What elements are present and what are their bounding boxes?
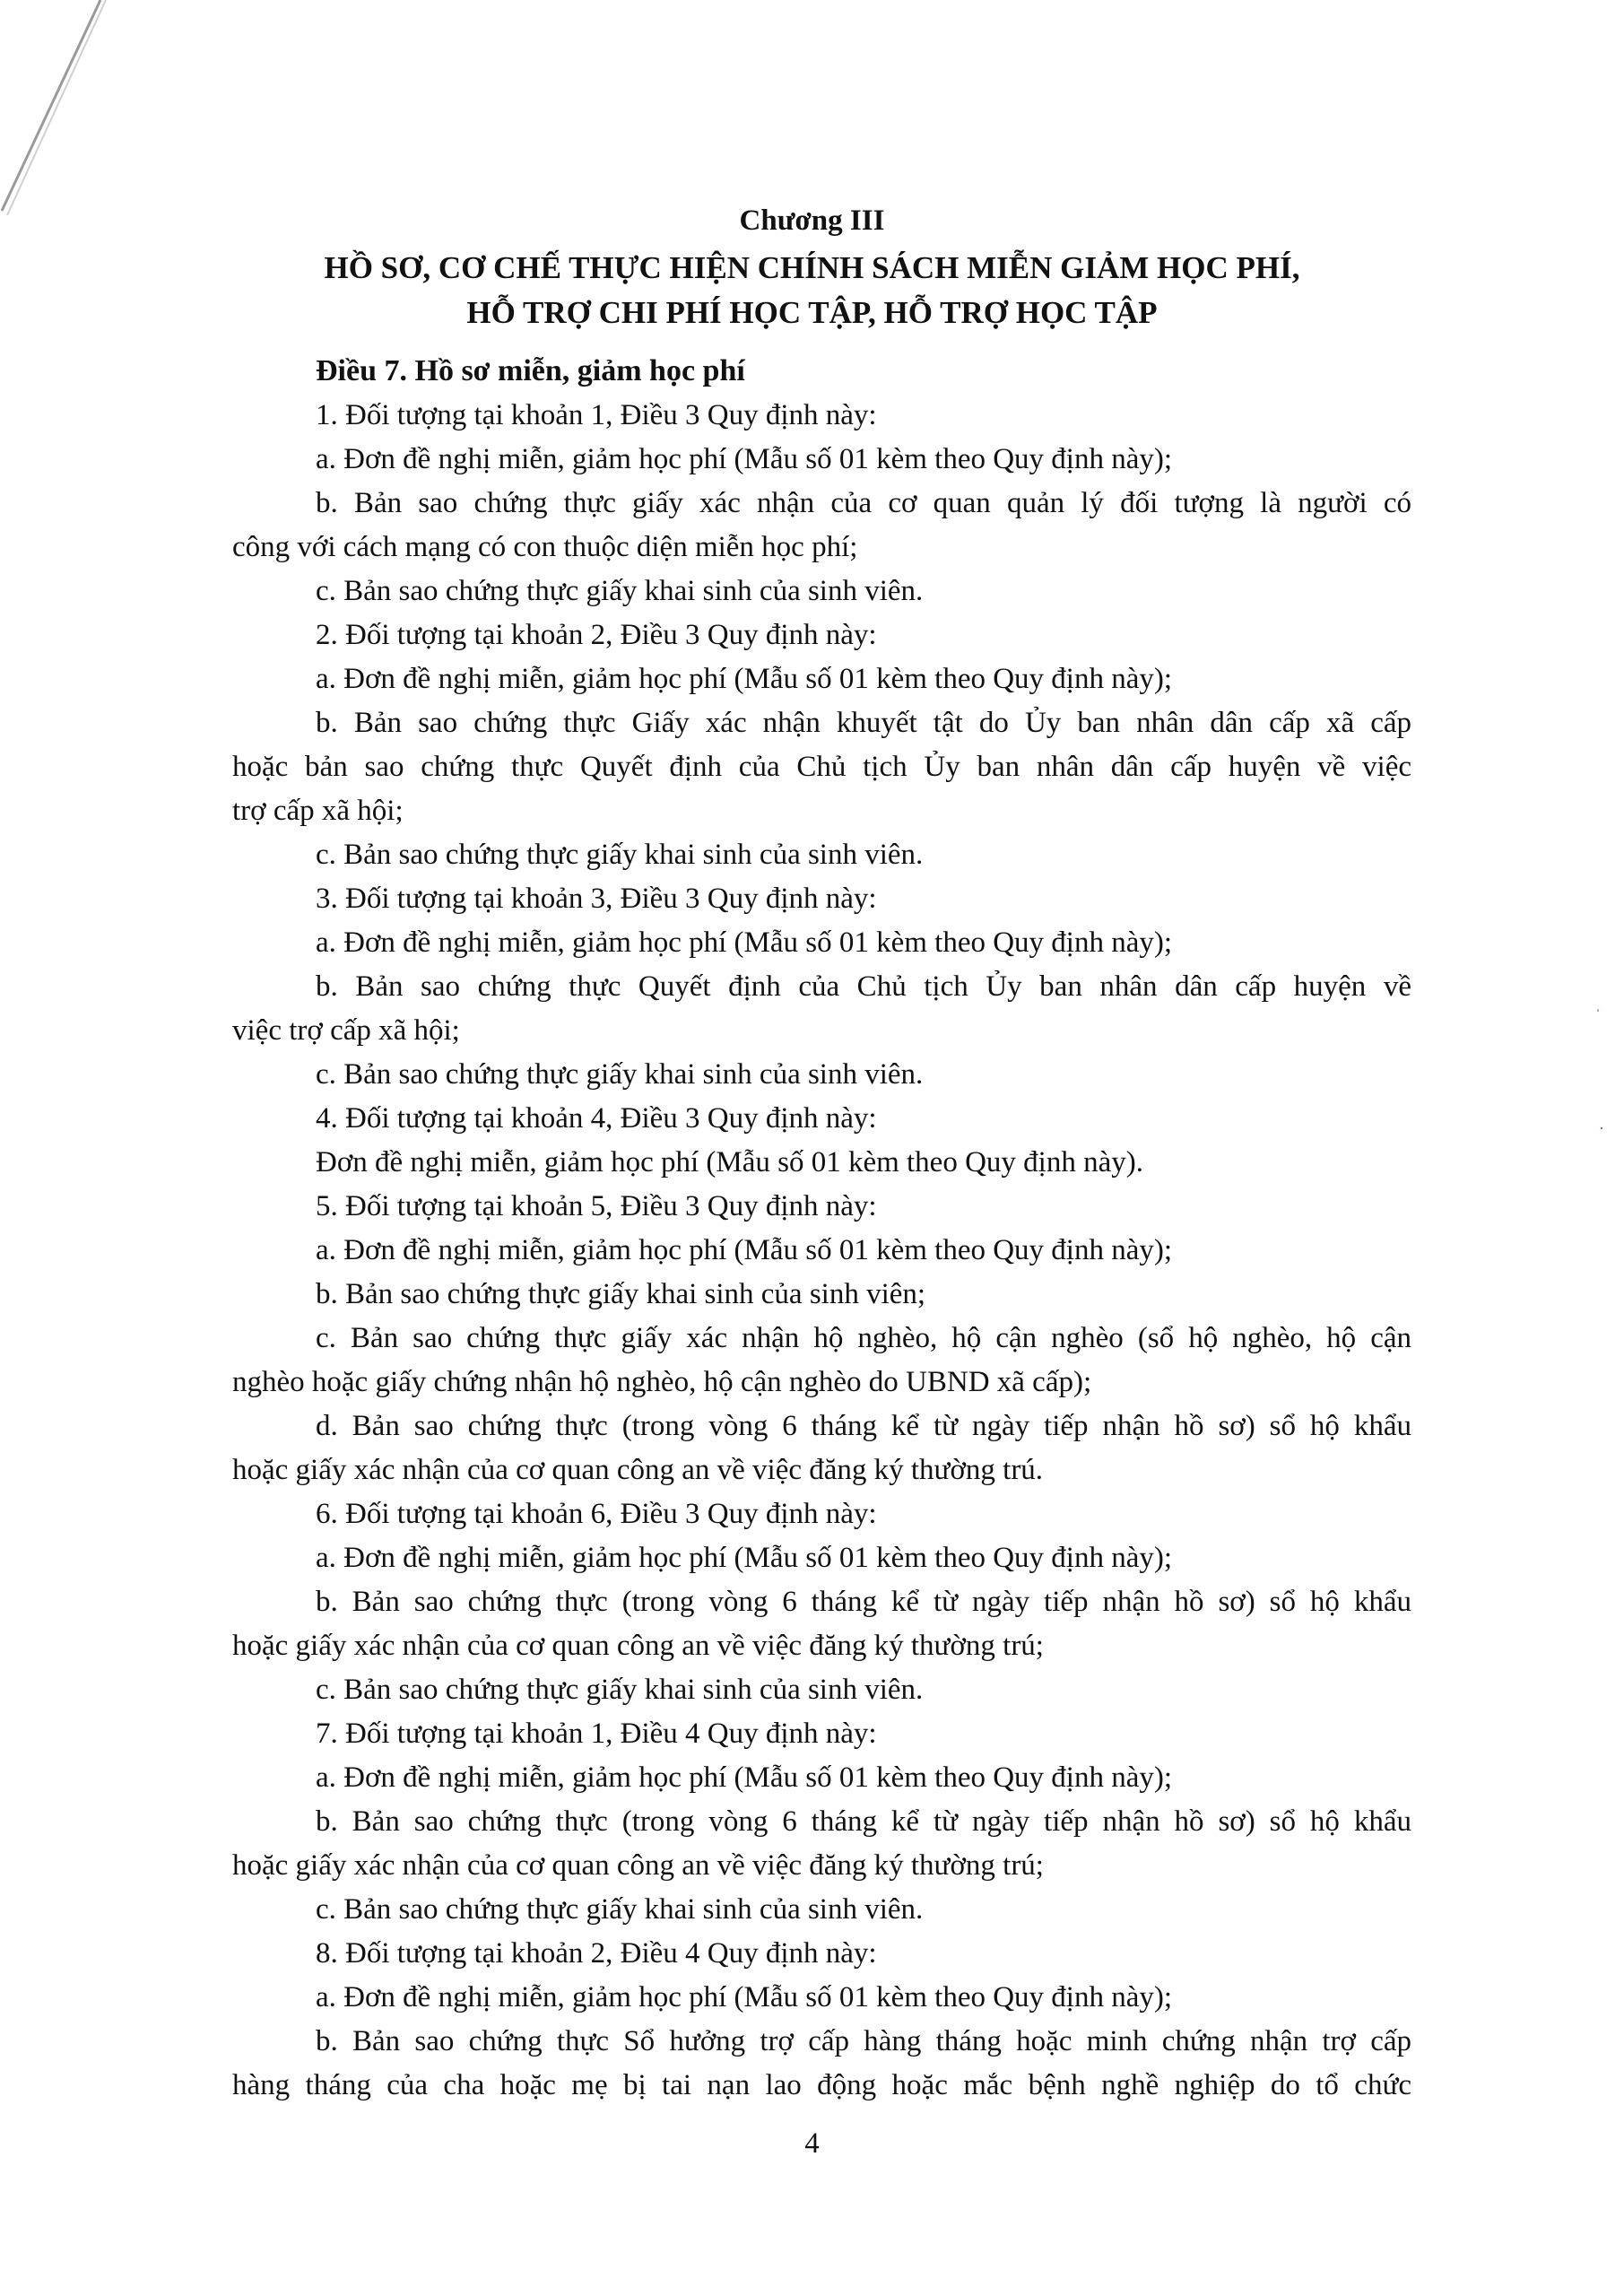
margin-speck: ˌ — [1595, 994, 1601, 1012]
list-item: 1. Đối tượng tại khoản 1, Điều 3 Quy định này: — [316, 399, 877, 431]
list-item: hàng tháng của cha hoặc mẹ bị tai nạn lao động hoặc mắc bệnh nghề nghiệp do tổ chức — [232, 2069, 1411, 2101]
list-item: 5. Đối tượng tại khoản 5, Điều 3 Quy định này: — [316, 1190, 877, 1222]
list-item: a. Đơn đề nghị miễn, giảm học phí (Mẫu số 01 kèm theo Quy định này); — [316, 443, 1173, 475]
list-item: Đơn đề nghị miễn, giảm học phí (Mẫu số 01 kèm theo Quy định này). — [316, 1146, 1143, 1178]
list-item: b. Bản sao chứng thực Sổ hưởng trợ cấp hàng tháng hoặc minh chứng nhận trợ cấp — [316, 2025, 1411, 2057]
list-item: c. Bản sao chứng thực giấy khai sinh của sinh viên. — [316, 1674, 924, 1706]
list-item: 7. Đối tượng tại khoản 1, Điều 4 Quy định này: — [316, 1718, 877, 1750]
list-item: b. Bản sao chứng thực Giấy xác nhận khuyết tật do Ủy ban nhân dân cấp xã cấp — [316, 707, 1411, 739]
list-item: c. Bản sao chứng thực giấy khai sinh của sinh viên. — [316, 1893, 924, 1926]
list-item: nghèo hoặc giấy chứng nhận hộ nghèo, hộ cận nghèo do UBND xã cấp); — [232, 1366, 1092, 1398]
list-item: trợ cấp xã hội; — [232, 795, 404, 827]
list-item: a. Đơn đề nghị miễn, giảm học phí (Mẫu số 01 kèm theo Quy định này); — [316, 1234, 1173, 1266]
list-item: 3. Đối tượng tại khoản 3, Điều 3 Quy định này: — [316, 883, 877, 915]
list-item: d. Bản sao chứng thực (trong vòng 6 tháng kể từ ngày tiếp nhận hồ sơ) sổ hộ khẩu — [316, 1410, 1411, 1442]
list-item: b. Bản sao chứng thực giấy xác nhận của cơ quan quản lý đối tượng là người có — [316, 487, 1411, 519]
list-item: c. Bản sao chứng thực giấy xác nhận hộ nghèo, hộ cận nghèo (sổ hộ nghèo, hộ cận — [316, 1322, 1411, 1354]
list-item: c. Bản sao chứng thực giấy khai sinh của sinh viên. — [316, 1058, 924, 1091]
list-item: c. Bản sao chứng thực giấy khai sinh của sinh viên. — [316, 839, 924, 871]
list-item: công với cách mạng có con thuộc diện miễn học phí; — [232, 531, 858, 563]
list-item: b. Bản sao chứng thực (trong vòng 6 tháng kể từ ngày tiếp nhận hồ sơ) sổ hộ khẩu — [316, 1805, 1411, 1838]
list-item: b. Bản sao chứng thực Quyết định của Chủ tịch Ủy ban nhân dân cấp huyện về — [316, 970, 1411, 1003]
list-item: hoặc giấy xác nhận của cơ quan công an về việc đăng ký thường trú. — [232, 1454, 1044, 1486]
list-item: a. Đơn đề nghị miễn, giảm học phí (Mẫu số 01 kèm theo Quy định này); — [316, 1761, 1173, 1794]
list-item: 2. Đối tượng tại khoản 2, Điều 3 Quy định này: — [316, 619, 877, 651]
margin-speck: · — [1599, 1119, 1604, 1137]
list-item: c. Bản sao chứng thực giấy khai sinh của sinh viên. — [316, 575, 924, 607]
chapter-heading: Chương III — [739, 204, 885, 237]
list-item: 8. Đối tượng tại khoản 2, Điều 4 Quy định này: — [316, 1937, 877, 1970]
list-item: a. Đơn đề nghị miễn, giảm học phí (Mẫu số 01 kèm theo Quy định này); — [316, 663, 1173, 695]
list-item: a. Đơn đề nghị miễn, giảm học phí (Mẫu số 01 kèm theo Quy định này); — [316, 1542, 1173, 1574]
list-item: b. Bản sao chứng thực giấy khai sinh của sinh viên; — [316, 1278, 926, 1310]
list-item: b. Bản sao chứng thực (trong vòng 6 tháng kể từ ngày tiếp nhận hồ sơ) sổ hộ khẩu — [316, 1586, 1411, 1618]
list-item: hoặc giấy xác nhận của cơ quan công an về việc đăng ký thường trú; — [232, 1849, 1044, 1882]
chapter-title-line-1: HỒ SƠ, CƠ CHẾ THỰC HIỆN CHÍNH SÁCH MIỄN GIẢM HỌC PHÍ, — [324, 250, 1300, 285]
list-item: 6. Đối tượng tại khoản 6, Điều 3 Quy định này: — [316, 1498, 877, 1530]
list-item: việc trợ cấp xã hội; — [232, 1014, 460, 1047]
list-item: hoặc giấy xác nhận của cơ quan công an về việc đăng ký thường trú; — [232, 1630, 1044, 1662]
list-item: 4. Đối tượng tại khoản 4, Điều 3 Quy định này: — [316, 1102, 877, 1135]
chapter-title-line-2: HỖ TRỢ CHI PHÍ HỌC TẬP, HỖ TRỢ HỌC TẬP — [466, 295, 1158, 330]
list-item: hoặc bản sao chứng thực Quyết định của Chủ tịch Ủy ban nhân dân cấp huyện về việc — [232, 751, 1411, 783]
list-item: a. Đơn đề nghị miễn, giảm học phí (Mẫu số 01 kèm theo Quy định này); — [316, 1981, 1173, 2013]
page-number: 4 — [804, 2127, 820, 2160]
list-item: a. Đơn đề nghị miễn, giảm học phí (Mẫu số 01 kèm theo Quy định này); — [316, 926, 1173, 959]
article-title: Điều 7. Hồ sơ miễn, giảm học phí — [316, 354, 745, 387]
